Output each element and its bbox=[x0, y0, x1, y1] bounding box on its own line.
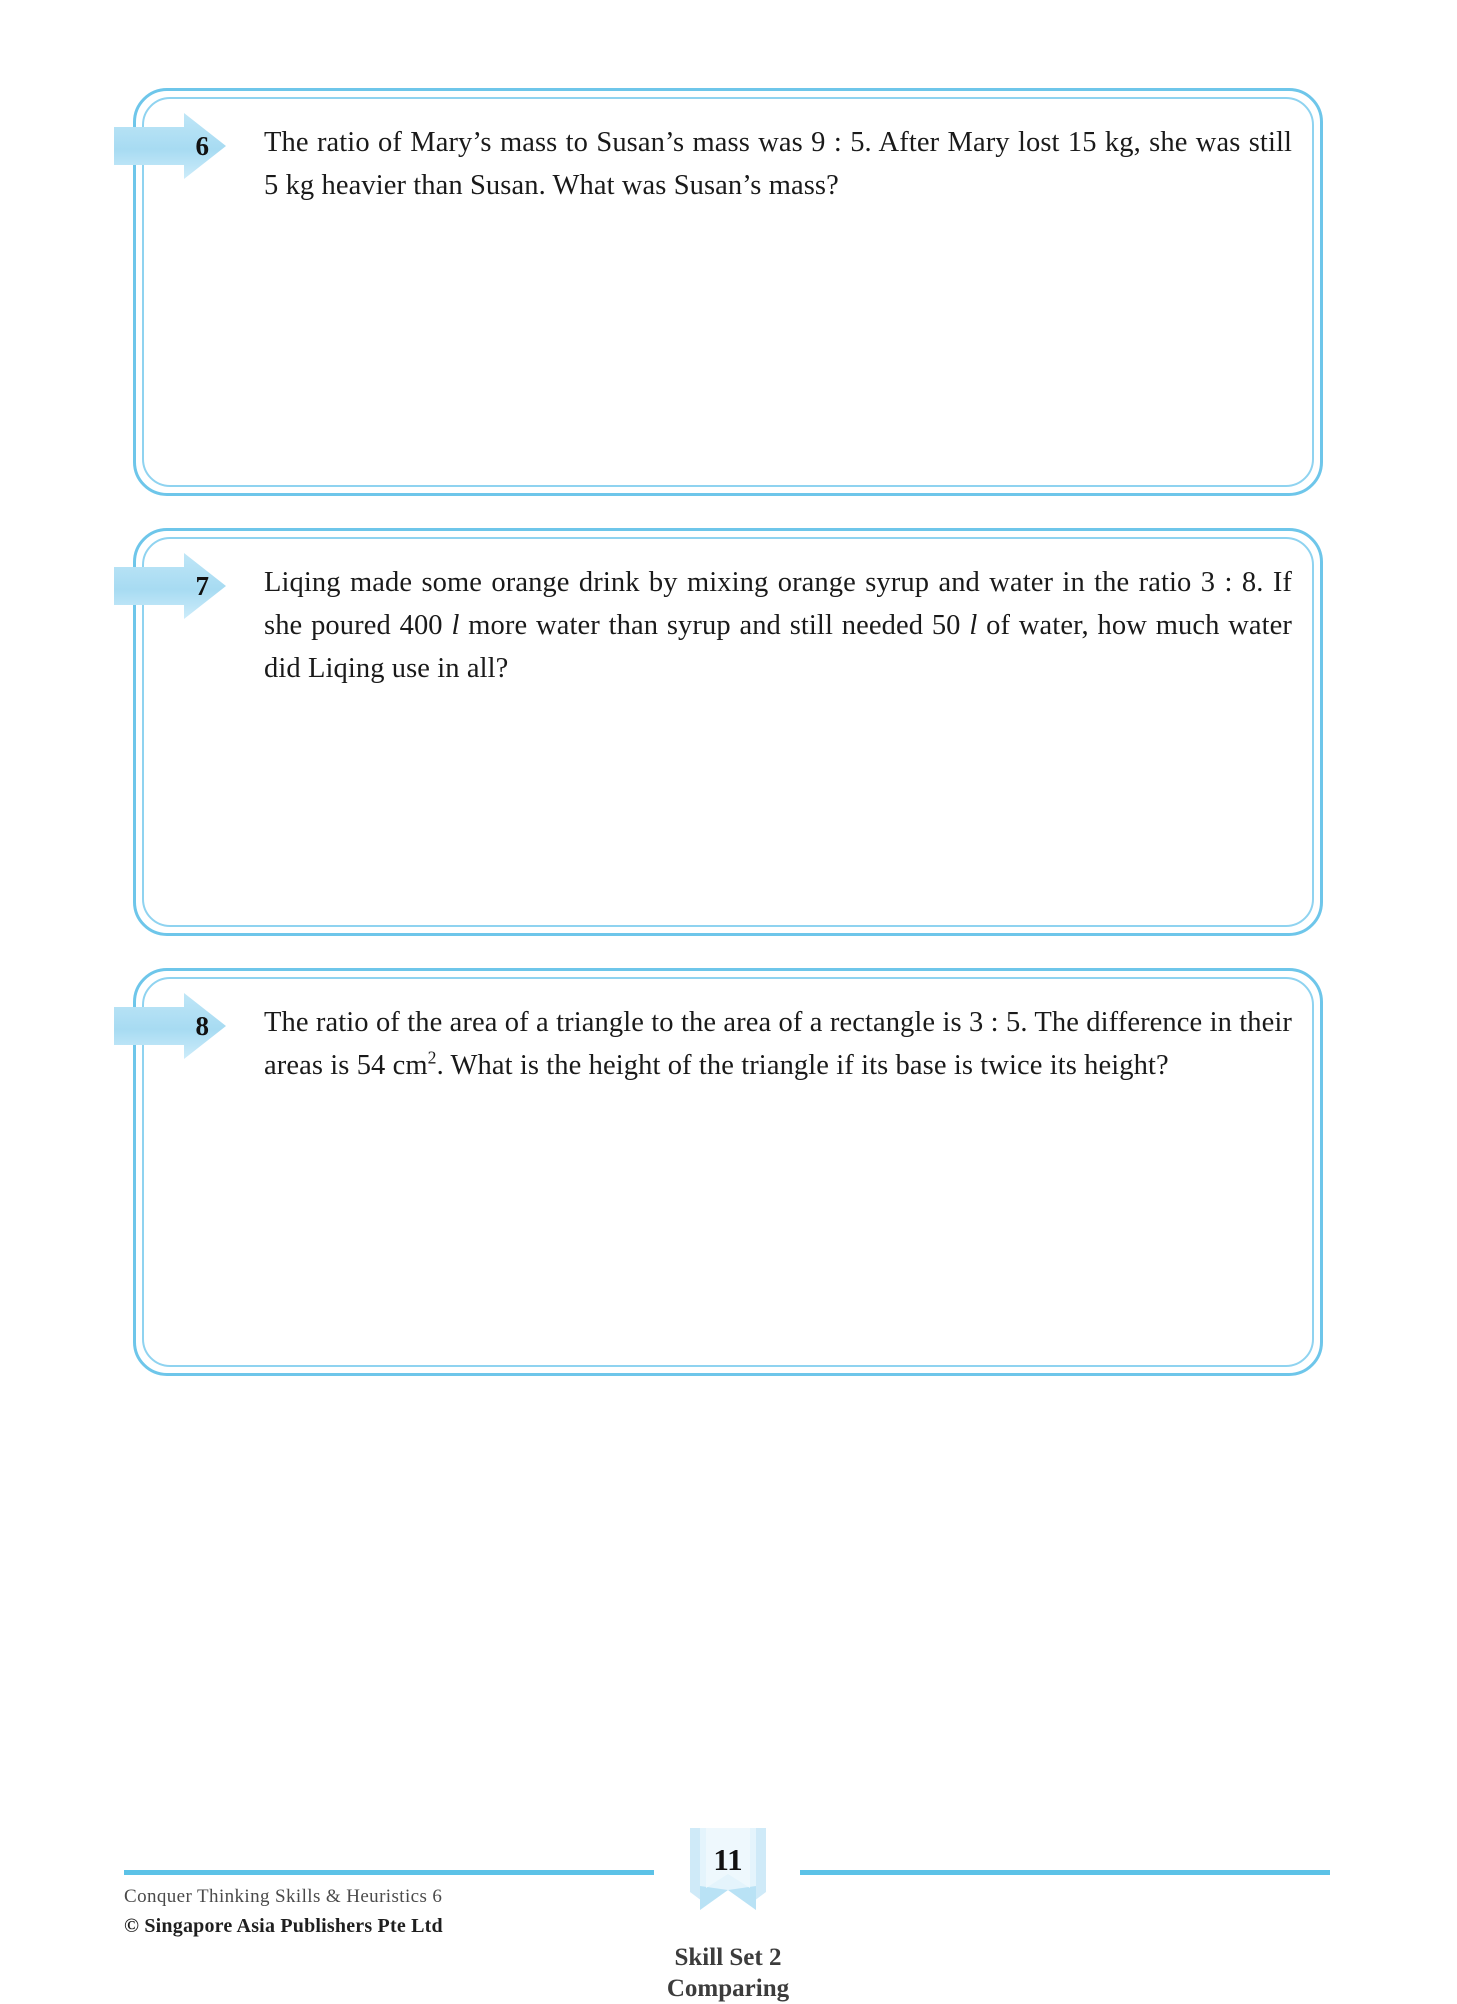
squared-superscript: 2 bbox=[427, 1047, 437, 1068]
book-title: Conquer Thinking Skills & Heuristics 6 bbox=[124, 1886, 443, 1907]
skill-set-line-2: Comparing bbox=[666, 1975, 790, 2002]
question-block-8 bbox=[133, 968, 1323, 1376]
question-text-7-part1: Liqing made some orange drink by mixing orange syrup and water in the ratio 3 : 8. If she poured 400 bbox=[264, 567, 1292, 641]
question-block-7 bbox=[133, 528, 1323, 936]
question-number-marker-8 bbox=[114, 993, 226, 1059]
question-text-6-body: The ratio of Mary’s mass to Susan’s mass was 9 : 5. After Mary lost 15 kg, she was still 5 kg heavier than Susan. What was Susan’s mass? bbox=[264, 127, 1292, 201]
footer-rule-left bbox=[124, 1870, 654, 1875]
question-number-6: 6 bbox=[195, 130, 209, 161]
litre-unit-icon: l bbox=[451, 610, 460, 641]
question-number-marker-7 bbox=[114, 553, 226, 619]
page-number: 11 bbox=[713, 1842, 743, 1877]
skill-set-label bbox=[578, 1942, 878, 2004]
question-text-7-part3: of water, how much water did Liqing use in all? bbox=[264, 610, 1292, 684]
footer-credits bbox=[124, 1886, 684, 1938]
answer-box-8[interactable] bbox=[133, 968, 1323, 1376]
question-text-8-part1: The ratio of the area of a triangle to the area of a rectangle is 3 : 5. The difference in their areas is 54 cm bbox=[264, 1007, 1292, 1081]
litre-unit-icon: l bbox=[969, 610, 978, 641]
question-number-8: 8 bbox=[195, 1010, 209, 1041]
answer-box-6[interactable] bbox=[133, 88, 1323, 496]
question-number-7: 7 bbox=[195, 570, 209, 601]
question-number-marker-6 bbox=[114, 113, 226, 179]
page-footer bbox=[0, 1842, 1457, 2004]
question-text-8 bbox=[264, 1001, 1292, 1087]
question-text-6 bbox=[264, 121, 1292, 207]
skill-set-line-1: Skill Set 2 bbox=[674, 1944, 782, 1971]
answer-box-7[interactable] bbox=[133, 528, 1323, 936]
copyright-notice: © Singapore Asia Publishers Pte Ltd bbox=[124, 1915, 443, 1937]
footer-rule-right bbox=[800, 1870, 1330, 1875]
question-text-7-part2: more water than syrup and still needed 50 bbox=[459, 610, 970, 641]
question-text-8-part2: . What is the height of the triangle if its base is twice its height? bbox=[436, 1050, 1169, 1081]
question-block-6 bbox=[133, 88, 1323, 496]
question-text-7 bbox=[264, 561, 1292, 690]
